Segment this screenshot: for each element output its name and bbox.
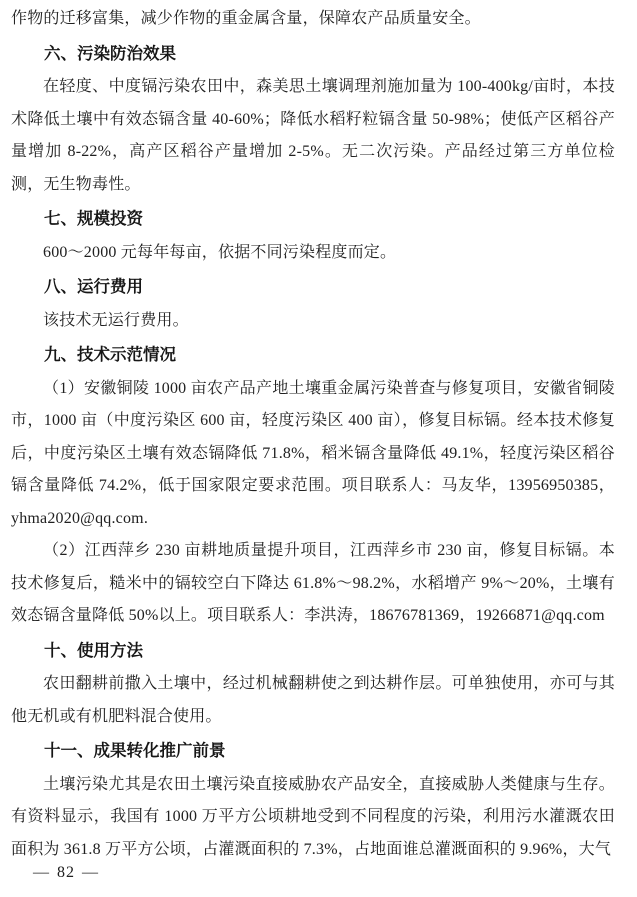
section-heading-promotion-prospect: 十一、成果转化推广前景 [44, 742, 226, 760]
page-number: — 82 — [33, 864, 99, 881]
section-heading-scale-investment: 七、规模投资 [44, 210, 143, 228]
section-heading-demonstration: 九、技术示范情况 [44, 346, 176, 364]
section-heading-operating-cost: 八、运行费用 [44, 278, 143, 296]
body-paragraph-usage-method: 农田翻耕前撒入土壤中，经过机械翻耕使之到达耕作层。可单独使用，亦可与其他无机或有机肥料混合使用。 [11, 675, 615, 725]
body-paragraph-demonstration-project-2: （2）江西萍乡 230 亩耕地质量提升项目，江西萍乡市 230 亩，修复目标镉。本技术修复后，糙米中的镉较空白下降达 61.8%～98.2%，水稻增产 9%～20%，土壤有效态镉含量降低 50%以上。项目联系人：李洪涛，18676781369，19266871@qq.com [11, 542, 615, 624]
body-paragraph-promotion-prospect: 土壤污染尤其是农田土壤污染直接威胁农产品安全，直接威胁人类健康与生存。有资料显示，我国有 1000 万平方公顷耕地受到不同程度的污染，利用污水灌溉农田面积为 361.8 万平方公顷，占灌溉面积的 7.3%，占地面谁总灌溉面积的 9.96%，大气 [11, 775, 615, 858]
body-paragraph-pollution-control-effect: 在轻度、中度镉污染农田中，森美思土壤调理剂施加量为 100-400kg/亩时，本技术降低土壤中有效态镉含量 40-60%；降低水稻籽粒镉含量 50-98%；使低产区稻谷产量增加 8-22%，高产区稻谷产量增加 2-5%。无二次污染。产品经过第三方单位检测，无生物毒性。 [11, 78, 615, 193]
continuation-paragraph: 作物的迁移富集，减少作物的重金属含量，保障农产品质量安全。 [11, 10, 481, 27]
section-heading-usage-method: 十、使用方法 [44, 641, 143, 660]
section-heading-pollution-control-effect: 六、污染防治效果 [44, 44, 176, 63]
body-paragraph-scale-investment: 600～2000 元每年每亩，依据不同污染程度而定。 [43, 243, 397, 261]
body-paragraph-operating-cost: 该技术无运行费用。 [43, 311, 189, 329]
body-paragraph-demonstration-project-1: （1）安徽铜陵 1000 亩农产品产地土壤重金属污染普查与修复项目，安徽省铜陵市，1000 亩（中度污染区 600 亩，轻度污染区 400 亩），修复目标镉。经本技术修复后，中度污染区土壤有效态镉降低 71.8%，稻米镉含量降低 49.1%，轻度污染区稻谷镉含量降低 74.2%，低于国家限定要求范围。项目联系人：马友华，13956950385，yhma2020@qq.com. [11, 379, 615, 527]
